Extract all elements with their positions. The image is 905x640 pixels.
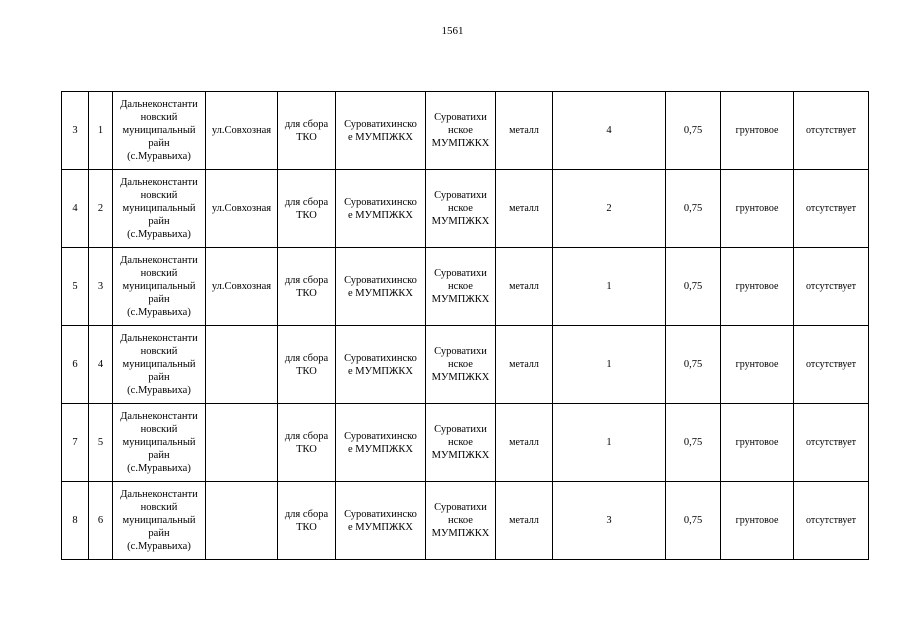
volume-cell: 0,75 bbox=[666, 404, 721, 482]
purpose-cell: для сбора ТКО bbox=[278, 482, 336, 560]
fence-cell: отсутствует bbox=[794, 482, 869, 560]
container-count-cell: 4 bbox=[553, 92, 666, 170]
row-number-cell: 4 bbox=[62, 170, 89, 248]
street-cell: ул.Совхозная bbox=[206, 170, 278, 248]
district-cell: Дальнеконстанти новский муниципальный райн (с.Муравьиха) bbox=[113, 92, 206, 170]
container-count-cell: 3 bbox=[553, 482, 666, 560]
fence-cell: отсутствует bbox=[794, 326, 869, 404]
table-row bbox=[62, 170, 869, 248]
material-cell: металл bbox=[496, 92, 553, 170]
operator-cell: Суроватихи нское МУМПЖКХ bbox=[426, 404, 496, 482]
volume-cell: 0,75 bbox=[666, 326, 721, 404]
district-cell: Дальнеконстанти новский муниципальный райн (с.Муравьиха) bbox=[113, 404, 206, 482]
owner-cell: Суроватихинско е МУМПЖКХ bbox=[336, 248, 426, 326]
surface-cell: грунтовое bbox=[721, 92, 794, 170]
owner-cell: Суроватихинско е МУМПЖКХ bbox=[336, 170, 426, 248]
district-cell: Дальнеконстанти новский муниципальный райн (с.Муравьиха) bbox=[113, 248, 206, 326]
purpose-cell: для сбора ТКО bbox=[278, 404, 336, 482]
owner-cell: Суроватихинско е МУМПЖКХ bbox=[336, 92, 426, 170]
operator-cell: Суроватихи нское МУМПЖКХ bbox=[426, 248, 496, 326]
purpose-cell: для сбора ТКО bbox=[278, 170, 336, 248]
street-cell: ул.Совхозная bbox=[206, 92, 278, 170]
table-row bbox=[62, 404, 869, 482]
material-cell: металл bbox=[496, 170, 553, 248]
container-count-cell: 1 bbox=[553, 248, 666, 326]
surface-cell: грунтовое bbox=[721, 170, 794, 248]
district-cell: Дальнеконстанти новский муниципальный райн (с.Муравьиха) bbox=[113, 326, 206, 404]
street-cell bbox=[206, 404, 278, 482]
surface-cell: грунтовое bbox=[721, 326, 794, 404]
fence-cell: отсутствует bbox=[794, 92, 869, 170]
operator-cell: Суроватихи нское МУМПЖКХ bbox=[426, 92, 496, 170]
sub-number-cell: 4 bbox=[89, 326, 113, 404]
material-cell: металл bbox=[496, 482, 553, 560]
container-count-cell: 1 bbox=[553, 404, 666, 482]
table-row bbox=[62, 248, 869, 326]
material-cell: металл bbox=[496, 404, 553, 482]
street-cell: ул.Совхозная bbox=[206, 248, 278, 326]
sub-number-cell: 5 bbox=[89, 404, 113, 482]
fence-cell: отсутствует bbox=[794, 248, 869, 326]
row-number-cell: 6 bbox=[62, 326, 89, 404]
purpose-cell: для сбора ТКО bbox=[278, 92, 336, 170]
purpose-cell: для сбора ТКО bbox=[278, 248, 336, 326]
container-count-cell: 1 bbox=[553, 326, 666, 404]
row-number-cell: 3 bbox=[62, 92, 89, 170]
owner-cell: Суроватихинско е МУМПЖКХ bbox=[336, 482, 426, 560]
table-row bbox=[62, 482, 869, 560]
surface-cell: грунтовое bbox=[721, 482, 794, 560]
material-cell: металл bbox=[496, 326, 553, 404]
fence-cell: отсутствует bbox=[794, 170, 869, 248]
purpose-cell: для сбора ТКО bbox=[278, 326, 336, 404]
container-count-cell: 2 bbox=[553, 170, 666, 248]
row-number-cell: 8 bbox=[62, 482, 89, 560]
fence-cell: отсутствует bbox=[794, 404, 869, 482]
district-cell: Дальнеконстанти новский муниципальный райн (с.Муравьиха) bbox=[113, 482, 206, 560]
volume-cell: 0,75 bbox=[666, 170, 721, 248]
table-row bbox=[62, 326, 869, 404]
operator-cell: Суроватихи нское МУМПЖКХ bbox=[426, 326, 496, 404]
volume-cell: 0,75 bbox=[666, 482, 721, 560]
table-row bbox=[62, 92, 869, 170]
sub-number-cell: 1 bbox=[89, 92, 113, 170]
row-number-cell: 5 bbox=[62, 248, 89, 326]
operator-cell: Суроватихи нское МУМПЖКХ bbox=[426, 170, 496, 248]
operator-cell: Суроватихи нское МУМПЖКХ bbox=[426, 482, 496, 560]
district-cell: Дальнеконстанти новский муниципальный райн (с.Муравьиха) bbox=[113, 170, 206, 248]
sub-number-cell: 6 bbox=[89, 482, 113, 560]
volume-cell: 0,75 bbox=[666, 248, 721, 326]
owner-cell: Суроватихинско е МУМПЖКХ bbox=[336, 326, 426, 404]
sub-number-cell: 3 bbox=[89, 248, 113, 326]
sub-number-cell: 2 bbox=[89, 170, 113, 248]
registry-table bbox=[61, 91, 869, 560]
page-number: 1561 bbox=[441, 25, 464, 37]
owner-cell: Суроватихинско е МУМПЖКХ bbox=[336, 404, 426, 482]
surface-cell: грунтовое bbox=[721, 404, 794, 482]
material-cell: металл bbox=[496, 248, 553, 326]
row-number-cell: 7 bbox=[62, 404, 89, 482]
volume-cell: 0,75 bbox=[666, 92, 721, 170]
surface-cell: грунтовое bbox=[721, 248, 794, 326]
street-cell bbox=[206, 482, 278, 560]
street-cell bbox=[206, 326, 278, 404]
